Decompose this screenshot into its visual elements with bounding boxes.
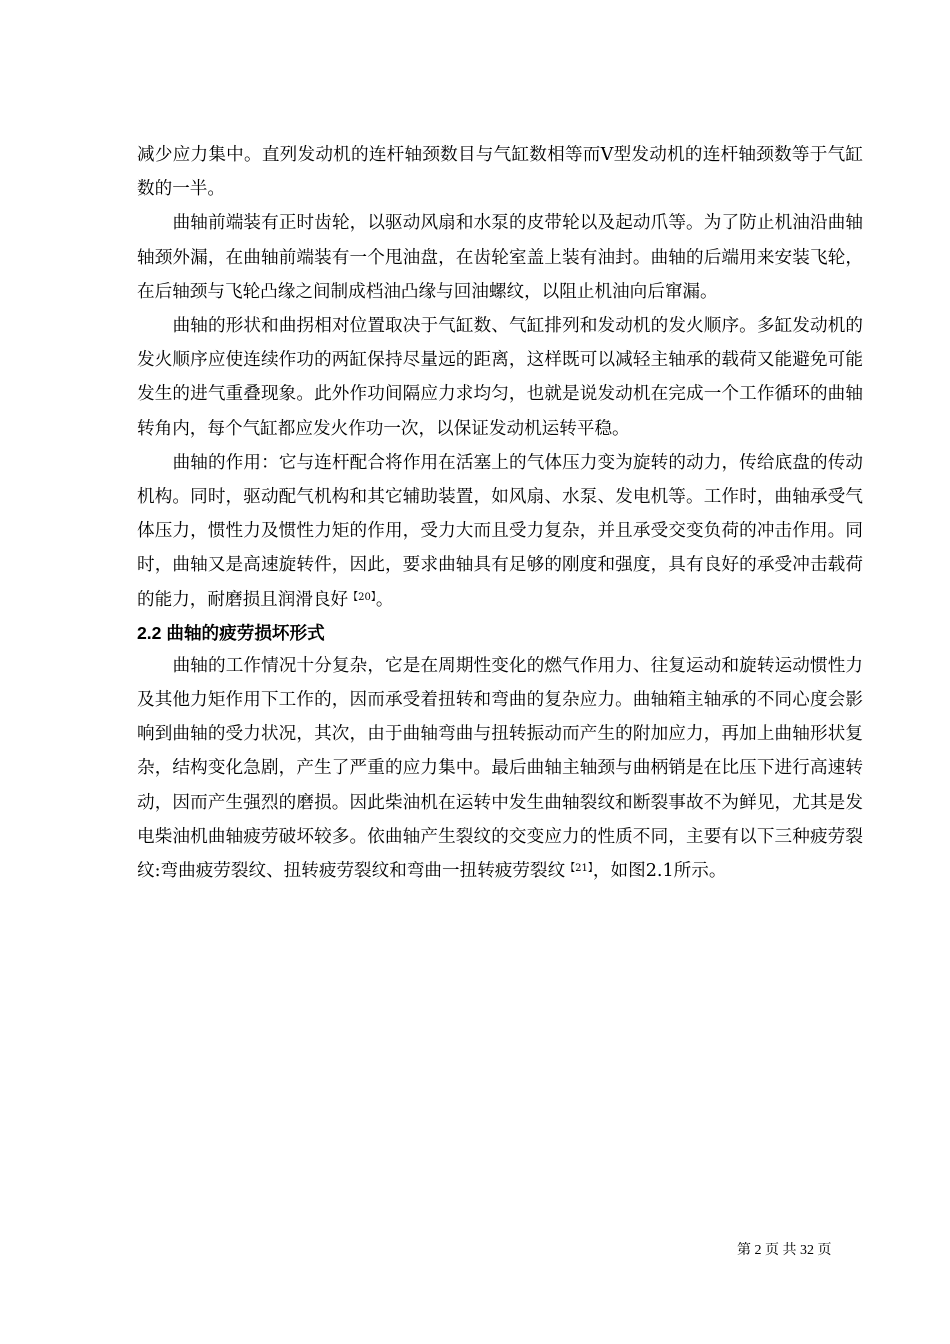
paragraph-tail: 。: [375, 589, 394, 610]
body-paragraph-crankshaft-function: [137, 446, 863, 617]
body-paragraph-firing-order: 曲轴的形状和曲拐相对位置取决于气缸数、气缸排列和发动机的发火顺序。多缸发动机的发火顺序应使连续作功的两缸保持尽量远的距离，这样既可以减轻主轴承的载荷又能避免可能发生的进气重叠现象。此外作功间隔应力求均匀，也就是说发动机在完成一个工作循环的曲轴转角内，每个气缸都应发火作功一次，以保证发动机运转平稳。: [137, 316, 863, 439]
body-paragraph-fatigue-damage: [137, 649, 863, 888]
paragraph-tail: ，如图2.1所示。: [592, 861, 727, 882]
paragraph-text: 曲轴的作用：它与连杆配合将作用在活塞上的气体压力变为旋转的动力，传给底盘的传动机构。同时，驱动配气机构和其它辅助装置，如风扇、水泵、发电机等。工作时，曲轴承受气体压力，惯性力及惯性力矩的作用，受力大而且受力复杂，并且承受交变负荷的冲击作用。同时，曲轴又是高速旋转件，因此，要求曲轴具有足够的刚度和强度，具有良好的承受冲击载荷的能力，耐磨损且润滑良好: [137, 452, 863, 610]
body-paragraph-continuation: 减少应力集中。直列发动机的连杆轴颈数目与气缸数相等而Ⅴ型发动机的连杆轴颈数等于气缸数的一半。: [137, 145, 863, 200]
page-footer: 第 2 页 共 32 页: [737, 1243, 832, 1258]
section-heading: 2.2 曲轴的疲劳损坏形式: [137, 622, 325, 643]
document-body: [137, 138, 863, 888]
body-paragraph-crankshaft-front-end: 曲轴前端装有正时齿轮，以驱动风扇和水泵的皮带轮以及起动爪等。为了防止机油沿曲轴轴颈外漏，在曲轴前端装有一个甩油盘，在齿轮室盖上装有油封。曲轴的后端用来安装飞轮，在后轴颈与飞轮凸缘之间制成档油凸缘与回油螺纹，以阻止机油向后窜漏。: [137, 213, 863, 302]
paragraph-text: 曲轴的工作情况十分复杂，它是在周期性变化的燃气作用力、往复运动和旋转运动惯性力及其他力矩作用下工作的，因而承受着扭转和弯曲的复杂应力。曲轴箱主轴承的不同心度会影响到曲轴的受力状况，其次，由于曲轴弯曲与扭转振动而产生的附加应力，再加上曲轴形状复杂，结构变化急剧，产生了严重的应力集中。最后曲轴主轴颈与曲柄销是在比压下进行高速转动，因而产生强烈的磨损。因此柴油机在运转中发生曲轴裂纹和断裂事故不为鲜见，尤其是发电柴油机曲轴疲劳破坏较多。依曲轴产生裂纹的交变应力的性质不同，主要有以下三种疲劳裂纹:弯曲疲劳裂纹、扭转疲劳裂纹和弯曲一扭转疲劳裂纹: [137, 655, 863, 882]
citation-reference: 【21】: [565, 863, 593, 875]
citation-reference: 【20】: [348, 591, 376, 603]
